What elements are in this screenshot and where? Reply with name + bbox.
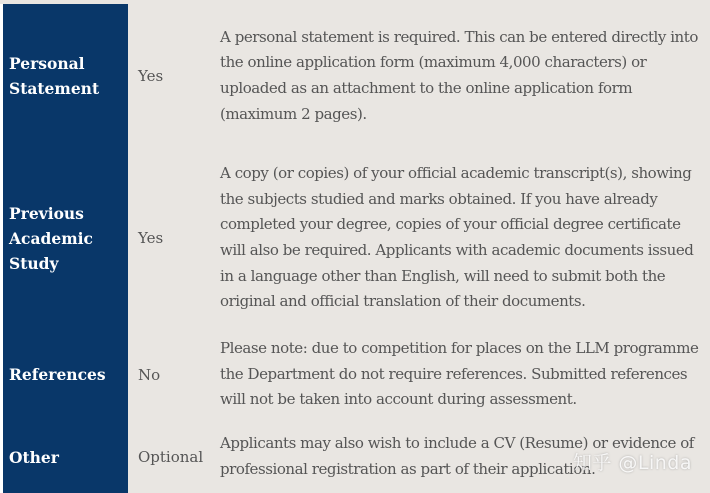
requirement-detail: Applicants may also wish to include a CV (Resume) or evidence of professional registration as part of their application.: [220, 434, 694, 478]
row-label: Previous Academic Study: [3, 148, 128, 328]
watermark: 知乎 @Linda: [572, 452, 692, 474]
row-label: Personal Statement: [3, 4, 128, 148]
application-requirements-table: [3, 4, 710, 493]
table-row-previous-academic-study: [3, 148, 710, 328]
table-row-personal-statement: [3, 4, 710, 148]
requirement-detail: A personal statement is required. This can be entered directly into the online application form (maximum 4,000 characters) or uploaded as an attachment to the online application form (maximum 2 pages).: [220, 27, 698, 123]
table-row-references: [3, 328, 710, 421]
requirement-detail: A copy (or copies) of your official academic transcript(s), showing the subjects studied and marks obtained. If you have already completed your degree, copies of your official degree certificate will also be required. Applicants with academic documents issued in a language other than English, will need to submit both the original and official translation of their documents.: [220, 164, 694, 311]
requirement-detail: Please note: due to competition for places on the LLM programme the Department do not require references. Submitted references will not be taken into account during assessment.: [220, 339, 699, 409]
row-label: Other: [3, 421, 128, 493]
required-status: Yes: [138, 67, 164, 85]
row-label: References: [3, 328, 128, 421]
required-status: No: [138, 365, 161, 384]
required-status: Yes: [138, 229, 164, 247]
required-status: Optional: [138, 448, 204, 466]
